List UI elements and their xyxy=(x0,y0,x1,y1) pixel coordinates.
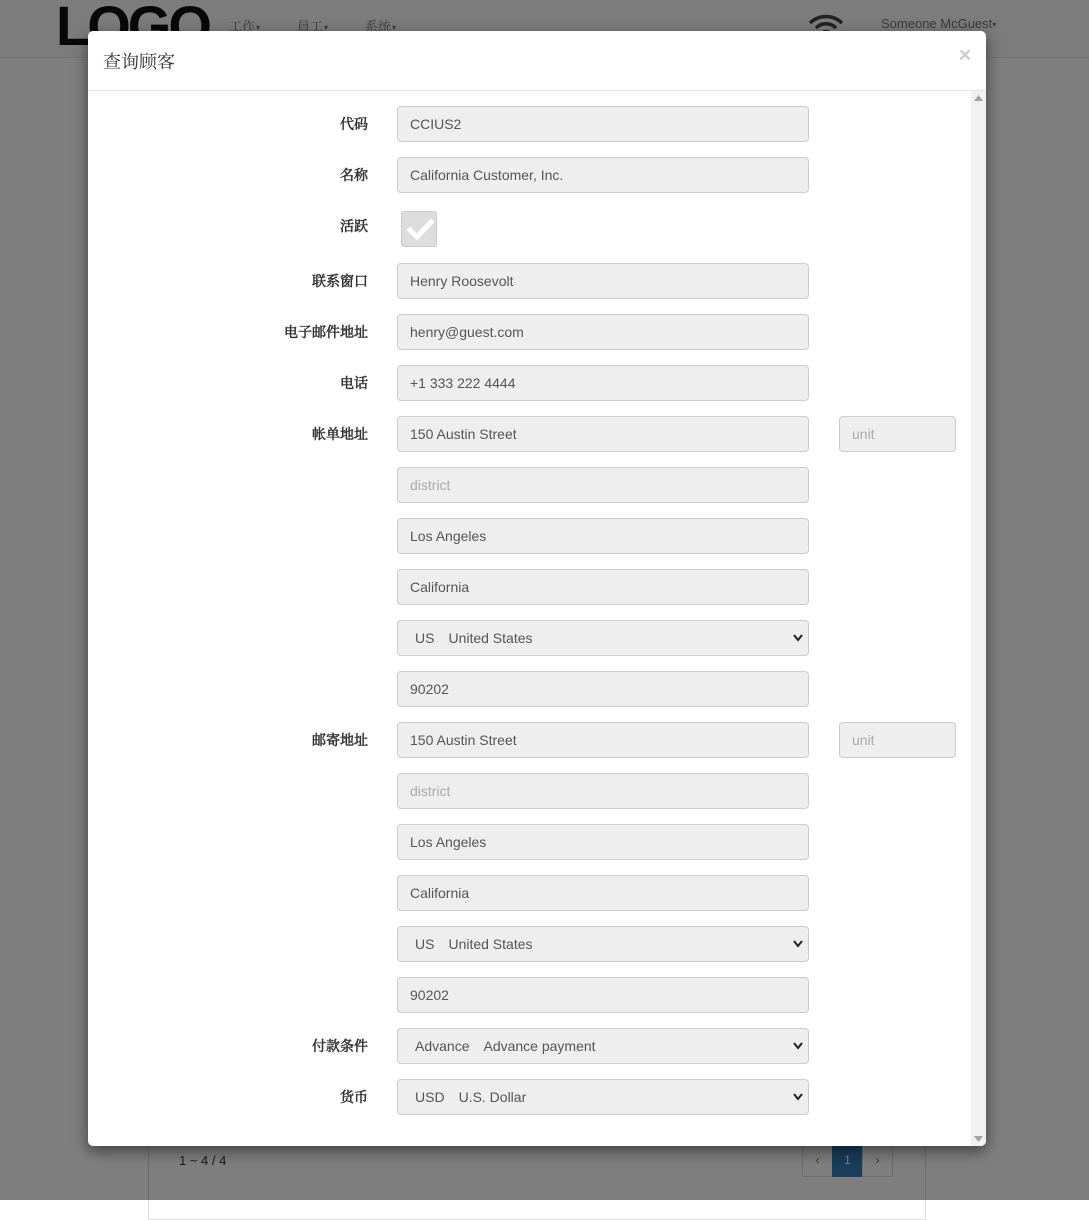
contact-field[interactable]: Henry Roosevolt xyxy=(397,263,809,299)
mailing-country-code: US xyxy=(415,936,435,952)
billing-country-code: US xyxy=(415,630,435,646)
mailing-country-select[interactable] xyxy=(397,926,809,962)
email-field[interactable]: henry@guest.com xyxy=(397,314,809,350)
scrollbar-thumb[interactable] xyxy=(973,103,983,1133)
mailing-postal-code-field[interactable]: 90202 xyxy=(397,977,809,1013)
billing-city-field[interactable]: Los Angeles xyxy=(397,518,809,554)
chevron-down-icon xyxy=(792,927,804,961)
scroll-up-arrow-icon[interactable] xyxy=(974,95,983,101)
modal-body xyxy=(88,91,986,1146)
mailing-unit-field[interactable]: unit xyxy=(839,722,956,758)
name-label: 名称 xyxy=(340,167,368,183)
active-label: 活跃 xyxy=(340,218,368,234)
phone-field[interactable]: +1 333 222 4444 xyxy=(397,365,809,401)
payment-terms-name: Advance payment xyxy=(483,1038,596,1054)
currency-label: 货币 xyxy=(340,1089,368,1105)
contact-label: 联系窗口 xyxy=(312,273,368,289)
payment-terms-code: Advance xyxy=(415,1038,470,1054)
modal-scrollbar[interactable] xyxy=(971,91,986,1146)
mailing-country-name: United States xyxy=(448,936,533,952)
billing-postal-code-field[interactable]: 90202 xyxy=(397,671,809,707)
email-label: 电子邮件地址 xyxy=(284,324,368,340)
active-checkbox[interactable] xyxy=(401,211,437,247)
currency-select[interactable] xyxy=(397,1079,809,1115)
payment-terms-select[interactable] xyxy=(397,1028,809,1064)
mailing-city-field[interactable]: Los Angeles xyxy=(397,824,809,860)
code-label: 代码 xyxy=(340,116,368,132)
modal-header xyxy=(88,31,986,91)
mailing-address-label: 邮寄地址 xyxy=(312,732,368,748)
payment-terms-label: 付款条件 xyxy=(312,1038,368,1054)
checkmark-icon xyxy=(402,212,438,248)
billing-country-name: United States xyxy=(448,630,533,646)
chevron-down-icon xyxy=(792,621,804,655)
code-field[interactable]: CCIUS2 xyxy=(397,106,809,142)
mailing-state-field[interactable]: California xyxy=(397,875,809,911)
billing-address-label: 帐单地址 xyxy=(312,426,368,442)
billing-state-field[interactable]: California xyxy=(397,569,809,605)
close-button[interactable]: × xyxy=(958,44,972,67)
billing-district-field[interactable]: district xyxy=(397,467,809,503)
modal-title: 查询顾客 xyxy=(103,52,175,72)
billing-country-select[interactable] xyxy=(397,620,809,656)
name-field[interactable]: California Customer, Inc. xyxy=(397,157,809,193)
currency-code: USD xyxy=(415,1089,445,1105)
billing-street-field[interactable]: 150 Austin Street xyxy=(397,416,809,452)
mailing-street-field[interactable]: 150 Austin Street xyxy=(397,722,809,758)
billing-unit-field[interactable]: unit xyxy=(839,416,956,452)
mailing-district-field[interactable]: district xyxy=(397,773,809,809)
phone-label: 电话 xyxy=(340,375,368,391)
currency-name: U.S. Dollar xyxy=(458,1089,527,1105)
chevron-down-icon xyxy=(792,1080,804,1114)
scroll-down-arrow-icon[interactable] xyxy=(974,1136,983,1142)
chevron-down-icon xyxy=(792,1029,804,1063)
customer-query-modal xyxy=(88,31,986,1146)
